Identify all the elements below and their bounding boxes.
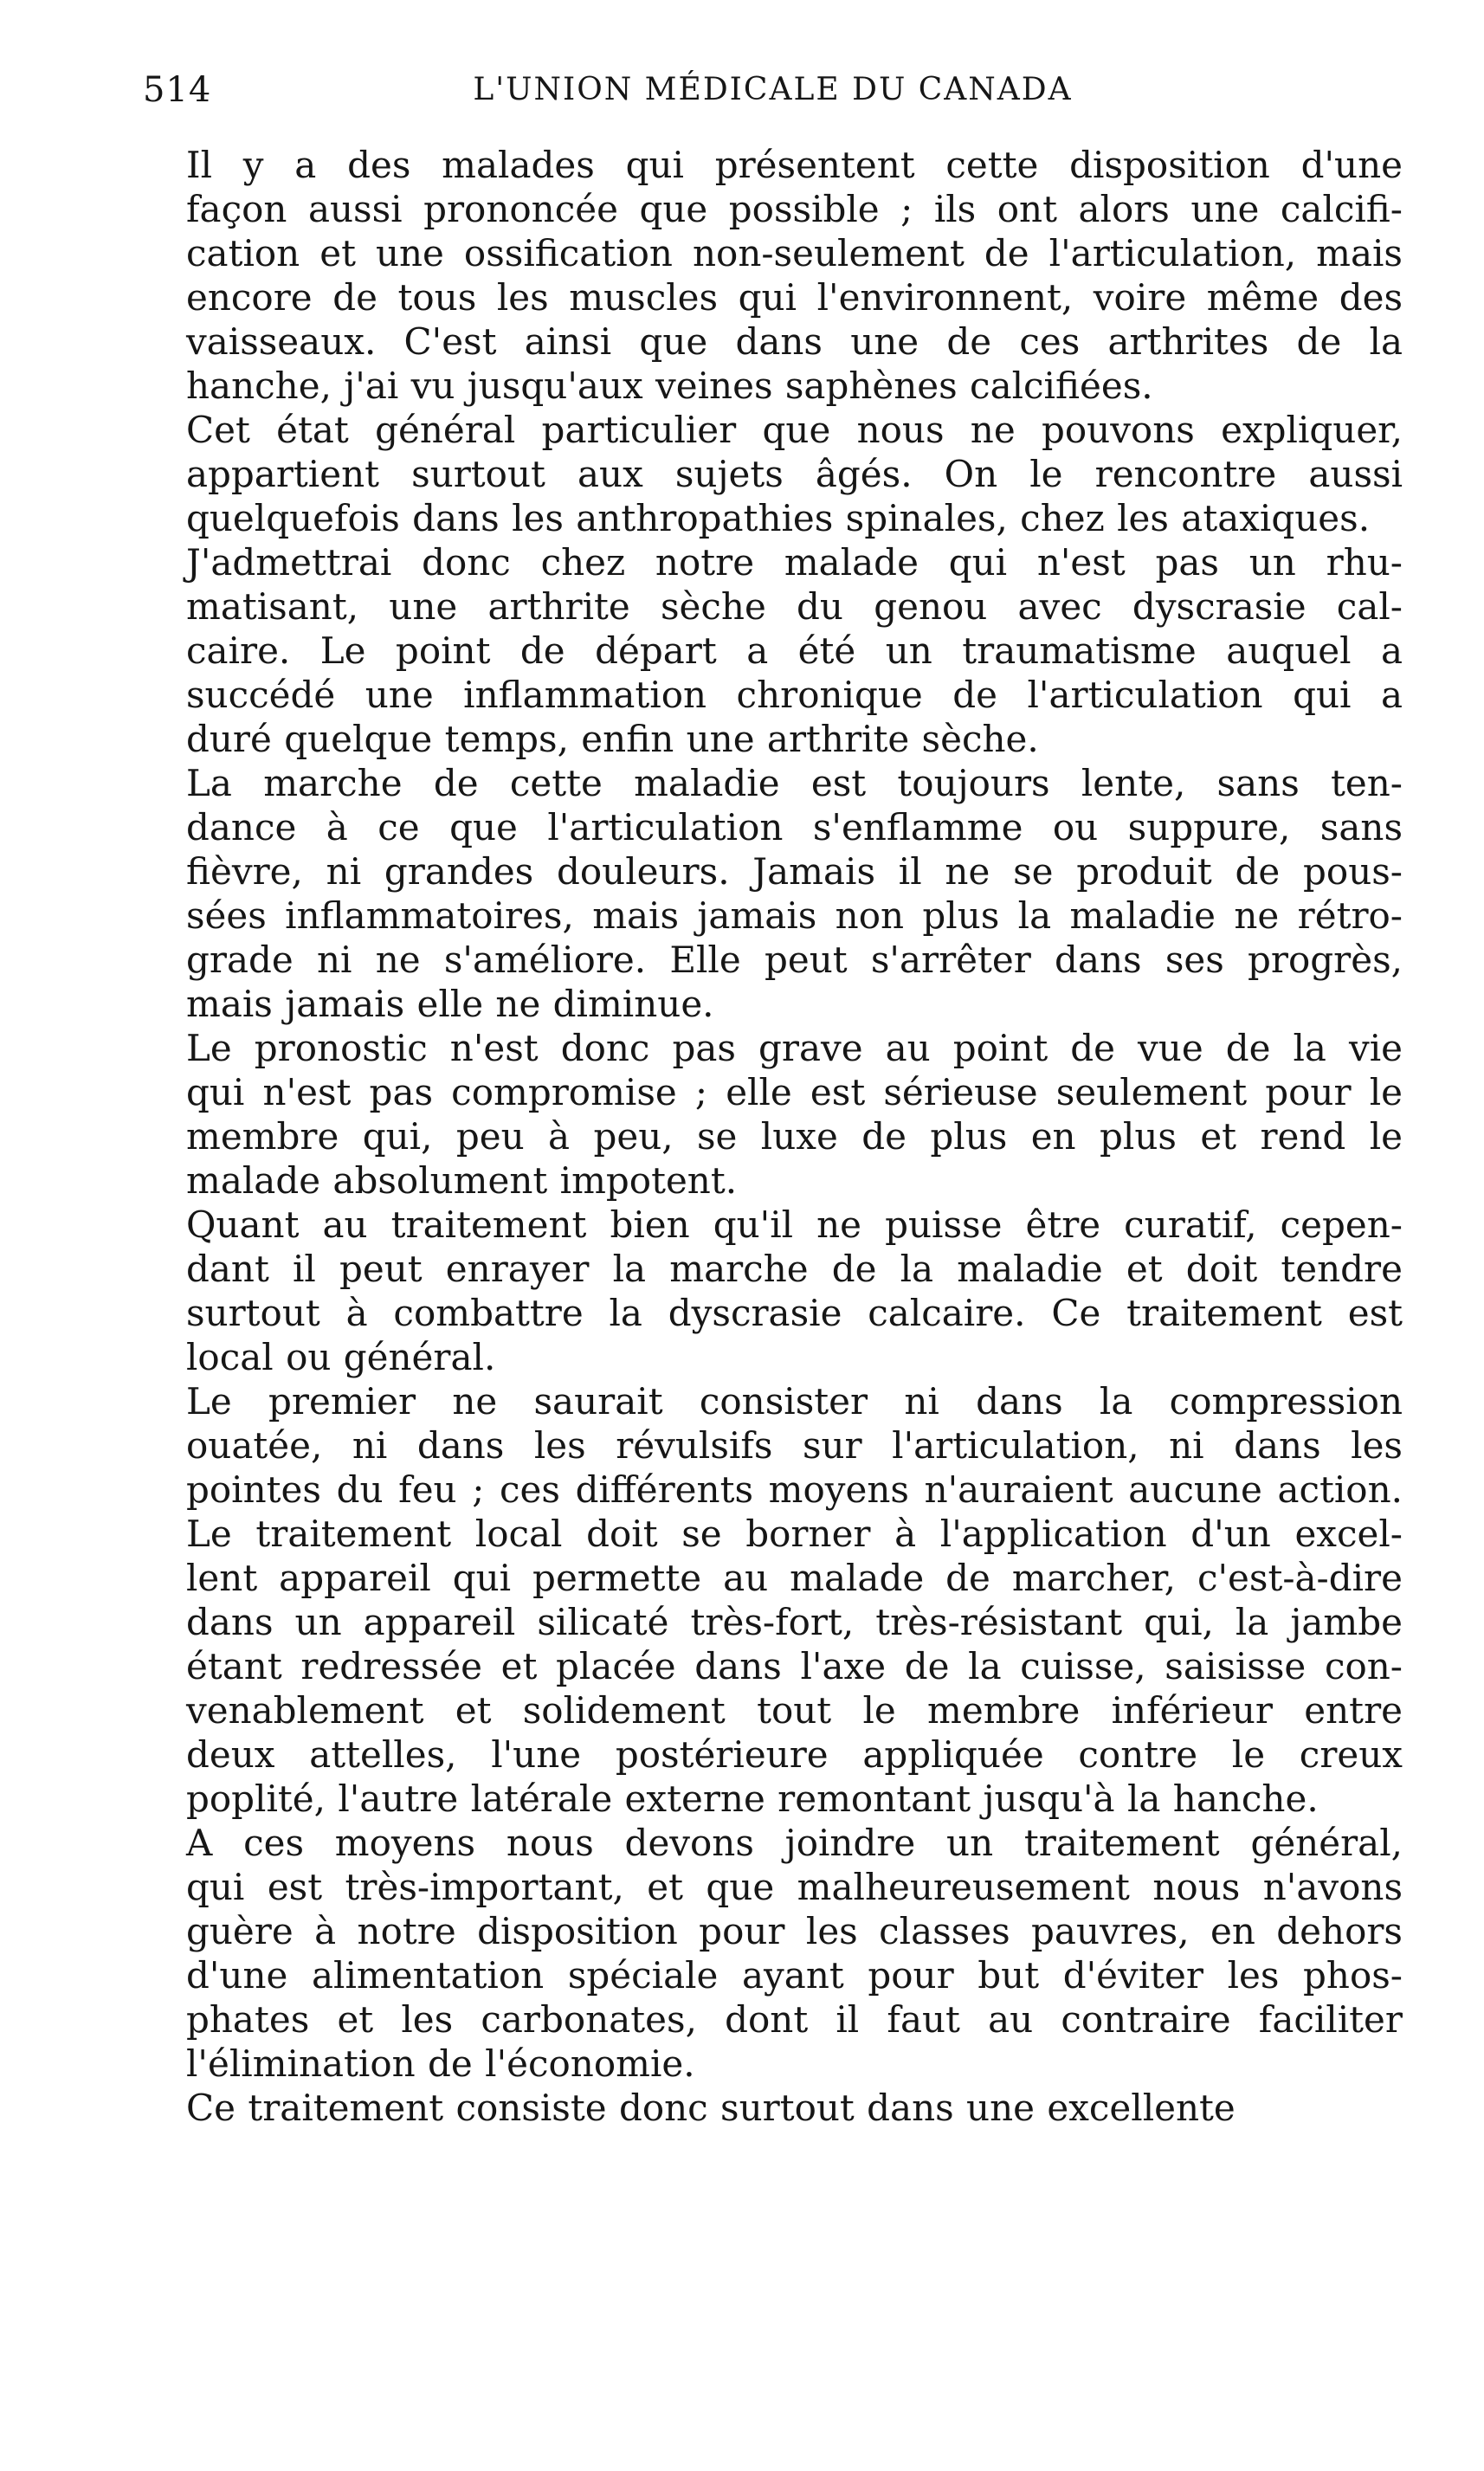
- text-line: qui n'est pas compromise ; elle est sérieuse seulement pour le: [186, 1071, 1403, 1113]
- text-line: venablement et solidement tout le membre inférieur entre: [186, 1689, 1403, 1732]
- text-line: dant il peut enrayer la marche de la maladie et doit tendre: [186, 1248, 1403, 1290]
- text-line: Quant au traitement bien qu'il ne puisse être curatif, cepen-: [186, 1203, 1403, 1246]
- text-line: façon aussi prononcée que possible ; ils ont alors une calcifi-: [186, 188, 1403, 230]
- text-line: matisant, une arthrite sèche du genou avec dyscrasie cal-: [186, 585, 1403, 628]
- text-line: encore de tous les muscles qui l'environnent, voire même des: [186, 276, 1403, 319]
- journal-title: L'UNION MÉDICALE DU CANADA: [473, 72, 1073, 107]
- text-line: dans un appareil silicaté très-fort, très-résistant qui, la jambe: [186, 1601, 1403, 1643]
- text-line: surtout à combattre la dyscrasie calcaire. Ce traitement est: [186, 1292, 1403, 1334]
- text-line: local ou général.: [186, 1336, 496, 1378]
- text-line: duré quelque temps, enfin une arthrite sèche.: [186, 718, 1039, 760]
- text-line: pointes du feu ; ces différents moyens n'auraient aucune action.: [186, 1468, 1403, 1511]
- text-line: sées inflammatoires, mais jamais non plus la maladie ne rétro-: [186, 894, 1403, 937]
- text-line: caire. Le point de départ a été un traumatisme auquel a: [186, 629, 1403, 672]
- text-line: Il y a des malades qui présentent cette disposition d'une: [186, 144, 1403, 186]
- paragraph: [143, 540, 1403, 761]
- text-line: A ces moyens nous devons joindre un traitement général,: [186, 1822, 1403, 1864]
- paragraph: [143, 2086, 1403, 2130]
- paragraph: [143, 1026, 1403, 1203]
- text-line: succédé une inflammation chronique de l'articulation qui a: [186, 674, 1403, 716]
- paragraph: [143, 1821, 1403, 2086]
- text-line: cation et une ossification non-seulement de l'articulation, mais: [186, 232, 1403, 274]
- running-head: [143, 64, 1403, 116]
- text-line: fièvre, ni grandes douleurs. Jamais il ne se produit de pous-: [186, 850, 1403, 893]
- paragraph: [143, 1379, 1403, 1821]
- text-line: quelquefois dans les anthropathies spinales, chez les ataxiques.: [186, 497, 1371, 539]
- paragraph: [143, 143, 1403, 408]
- text-line: mais jamais elle ne diminue.: [186, 983, 714, 1025]
- text-line: J'admettrai donc chez notre malade qui n'est pas un rhu-: [186, 541, 1403, 584]
- text-line: hanche, j'ai vu jusqu'aux veines saphènes calcifiées.: [186, 365, 1153, 407]
- text-line: deux attelles, l'une postérieure appliquée contre le creux: [186, 1733, 1403, 1776]
- paragraph: [143, 408, 1403, 540]
- text-line: La marche de cette maladie est toujours lente, sans ten-: [186, 762, 1403, 804]
- text-line: l'élimination de l'économie.: [186, 2042, 695, 2085]
- text-line: Le traitement local doit se borner à l'application d'un excel-: [186, 1513, 1403, 1555]
- text-line: appartient surtout aux sujets âgés. On le rencontre aussi: [186, 453, 1403, 495]
- text-line: qui est très-important, et que malheureusement nous n'avons: [186, 1866, 1403, 1908]
- text-line: poplité, l'autre latérale externe remontant jusqu'à la hanche.: [186, 1777, 1319, 1820]
- text-line: Ce traitement consiste donc surtout dans une excellente: [186, 2087, 1236, 2129]
- paragraph: [143, 761, 1403, 1026]
- text-line: Le premier ne saurait consister ni dans la compression: [186, 1380, 1403, 1423]
- text-line: phates et les carbonates, dont il faut au contraire faciliter: [186, 1998, 1403, 2041]
- text-line: d'une alimentation spéciale ayant pour but d'éviter les phos-: [186, 1954, 1403, 1997]
- body-text: [143, 143, 1403, 2130]
- text-line: guère à notre disposition pour les classes pauvres, en dehors: [186, 1910, 1403, 1952]
- text-line: grade ni ne s'améliore. Elle peut s'arrêter dans ses progrès,: [186, 939, 1403, 981]
- text-line: membre qui, peu à peu, se luxe de plus en plus et rend le: [186, 1115, 1403, 1158]
- text-line: Le pronostic n'est donc pas grave au point de vue de la vie: [186, 1027, 1403, 1069]
- text-line: dance à ce que l'articulation s'enflamme ou suppure, sans: [186, 806, 1403, 848]
- text-line: ouatée, ni dans les révulsifs sur l'articulation, ni dans les: [186, 1424, 1403, 1467]
- text-line: étant redressée et placée dans l'axe de la cuisse, saisisse con-: [186, 1645, 1403, 1687]
- paragraph: [143, 1203, 1403, 1379]
- text-line: vaisseaux. C'est ainsi que dans une de ces arthrites de la: [186, 320, 1403, 363]
- text-line: malade absolument impotent.: [186, 1159, 738, 1202]
- text-line: lent appareil qui permette au malade de marcher, c'est-à-dire: [186, 1557, 1403, 1599]
- page-number: 514: [143, 70, 212, 110]
- text-line: Cet état général particulier que nous ne pouvons expliquer,: [186, 409, 1403, 451]
